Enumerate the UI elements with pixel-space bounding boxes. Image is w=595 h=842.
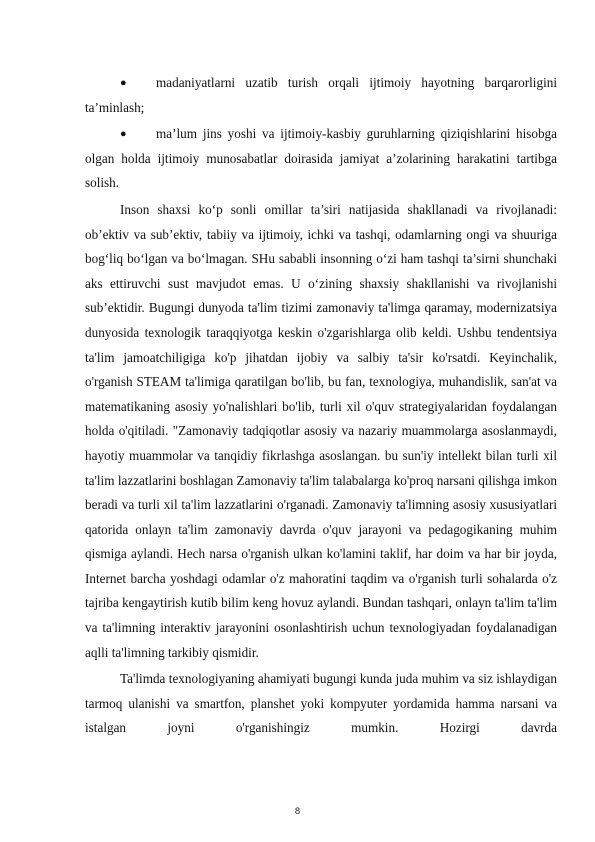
bullet-item (85, 71, 557, 120)
bullet-dot-icon: ● (120, 77, 127, 89)
bullet-text: ma’lum jins yoshi va ijtimoiy-kasbiy guruhlarning qiziqishlarini hisobga olgan holda ijtimoiy munosabatlar doirasida jamiyat a’zolarining harakatini tartibga solish. (85, 126, 557, 191)
page-number: 8 (294, 806, 301, 817)
document-body (85, 71, 557, 743)
bullet-text: madaniyatlarni uzatib turish orqali ijtimoiy hayotning barqarorligini ta’minlash; (85, 75, 557, 115)
bullet-item (85, 122, 557, 196)
paragraph: Ta'limda texnologiyaning ahamiyati bugungi kunda juda muhim va siz ishlaydigan tarmoq ulanishi va smartfon, planshet yoki kompyuter yordamida hamma narsani va istalgan joyni o'rganishingiz mumkin. Hozirgi davrda (85, 671, 557, 736)
bullet-dot-icon: ● (120, 128, 127, 141)
paragraph: Inson shaxsi ko‘p sonli omillar ta’siri natijasida shakllanadi va rivojlanadi: ob’ektiv va sub’ektiv, tabiiy va ijtimoiy, ichki va tashqi, odamlarning ongi va shuuriga bog‘liq bo‘lgan va bo‘lmagan. SHu sababli insonning o‘zi ham tashqi ta’sirni shunchaki aks ettiruvchi sust mavjudot emas. U o‘zining shaxsiy shakllanishi va rivojlanishi sub’ektidir. Bugungi dunyoda ta'lim tizimi zamonaviy ta'limga qaramay, modernizatsiya dunyosida texnologik taraqqiyotga keskin o'zgarishlarga olib keldi. Ushbu tendentsiya ta'lim jamoatchiligiga ko'p jihatdan ijobiy va salbiy ta'sir ko'rsatdi. Keyinchalik, o'rganish STEAM ta'limiga qaratilgan bo'lib, bu fan, texnologiya, muhandislik, san'at va matematikaning asosiy yo'nalishlari bo'lib, turli xil o'quv strategiyalaridan foydalangan holda o'qitiladi. "Zamonaviy tadqiqotlar asosiy va nazariy muammolarga asoslanmaydi, hayotiy muammolar va tanqidiy fikrlashga asoslangan. bu sun'iy intellekt bilan turli xil ta'lim lazzatlarini boshlagan Zamonaviy ta'lim talabalarga ko'proq narsani qilishga imkon beradi va turli xil ta'lim lazzatlarini o'rganadi. Zamonaviy ta'limning asosiy xususiyatlari qatorida onlayn ta'lim zamonaviy davrda o'quv jarayoni va pedagogikaning muhim qismiga aylandi. Hech narsa o'rganish ulkan ko'lamini taklif, har doim va har bir joyda, Internet barcha yoshdagi odamlar o'z mahoratini taqdim va o'rganish turli sohalarda o'z tajriba kengaytirish kutib bilim keng hovuz aylandi. Bundan tashqari, onlayn ta'lim ta'lim va ta'limning interaktiv jarayonini osonlashtirish uchun texnologiyadan foydalanadigan aqlli ta'limning tarkibiy qismidir. (85, 201, 557, 660)
